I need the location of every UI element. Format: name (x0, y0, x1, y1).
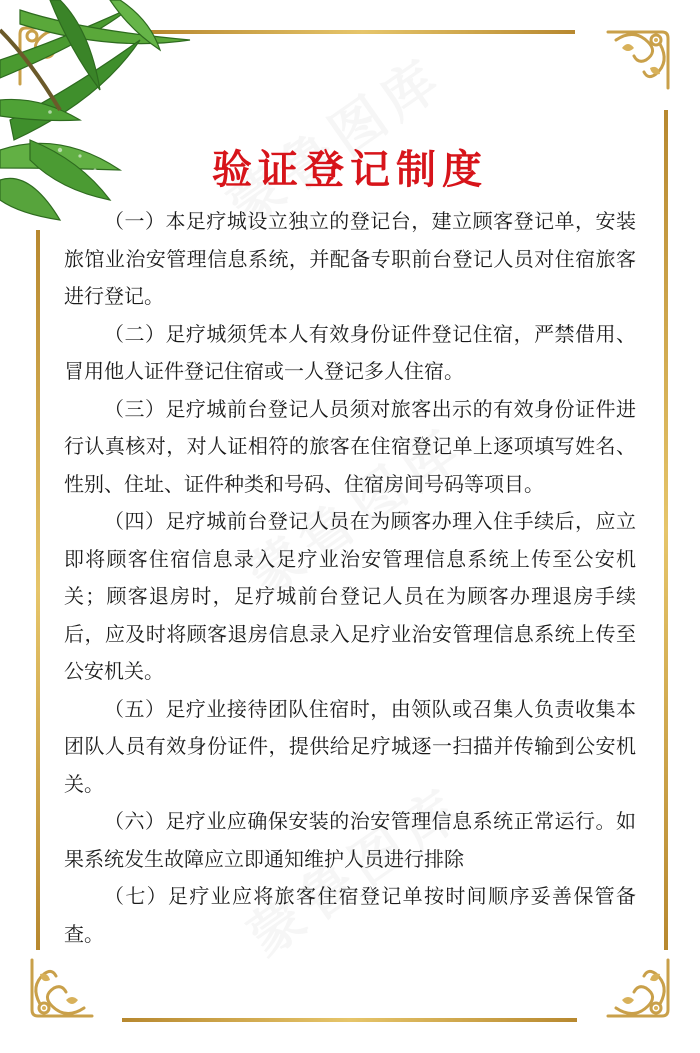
gold-scroll-ornament-icon (598, 18, 678, 98)
gold-scroll-ornament-icon (22, 950, 102, 1030)
paragraph-1: （一）本足疗城设立独立的登记台，建立顾客登记单，安装旅馆业治安管理信息系统，并配备专职前台登记人员对住宿旅客进行登记。 (64, 209, 636, 308)
notice-body (64, 203, 636, 953)
notice-title: 验证登记制度 (212, 146, 488, 193)
frame-left-line (36, 230, 40, 950)
bamboo-leaves-icon (0, 0, 210, 230)
frame-right-line (664, 110, 668, 950)
frame-top-line (150, 30, 575, 34)
paragraph-5: （五）足疗业接待团队住宿时，由领队或召集人负责收集本团队人员有效身份证件，提供给足疗城逐一扫描并传输到公安机关。 (64, 696, 636, 796)
frame-bottom-line (122, 1018, 577, 1022)
paragraph-6: （六）足疗业应确保安装的治安管理信息系统正常运行。如果系统发生故障应立即通知维护人员进行排除 (64, 809, 636, 871)
paragraph-7: （七）足疗业应将旅客住宿登记单按时间顺序妥善保管备查。 (64, 884, 636, 946)
paragraph-3: （三）足疗城前台登记人员须对旅客出示的有效身份证件进行认真核对，对人证相符的旅客在住宿登记单上逐项填写姓名、性别、住址、证件种类和号码、住宿房间号码等项目。 (64, 396, 636, 496)
paragraph-2: （二）足疗城须凭本人有效身份证件登记住宿，严禁借用、冒用他人证件登记住宿或一人登记多人住宿。 (64, 321, 636, 383)
gold-scroll-ornament-icon (598, 950, 678, 1030)
paragraph-4: （四）足疗城前台登记人员在为顾客办理入住手续后，应立即将顾客住宿信息录入足疗业治安管理信息系统上传至公安机关；顾客退房时，足疗城前台登记人员在为顾客办理退房手续后，应及时将顾客退房信息录入足疗业治安管理信息系统上传至公安机关。 (64, 509, 636, 683)
